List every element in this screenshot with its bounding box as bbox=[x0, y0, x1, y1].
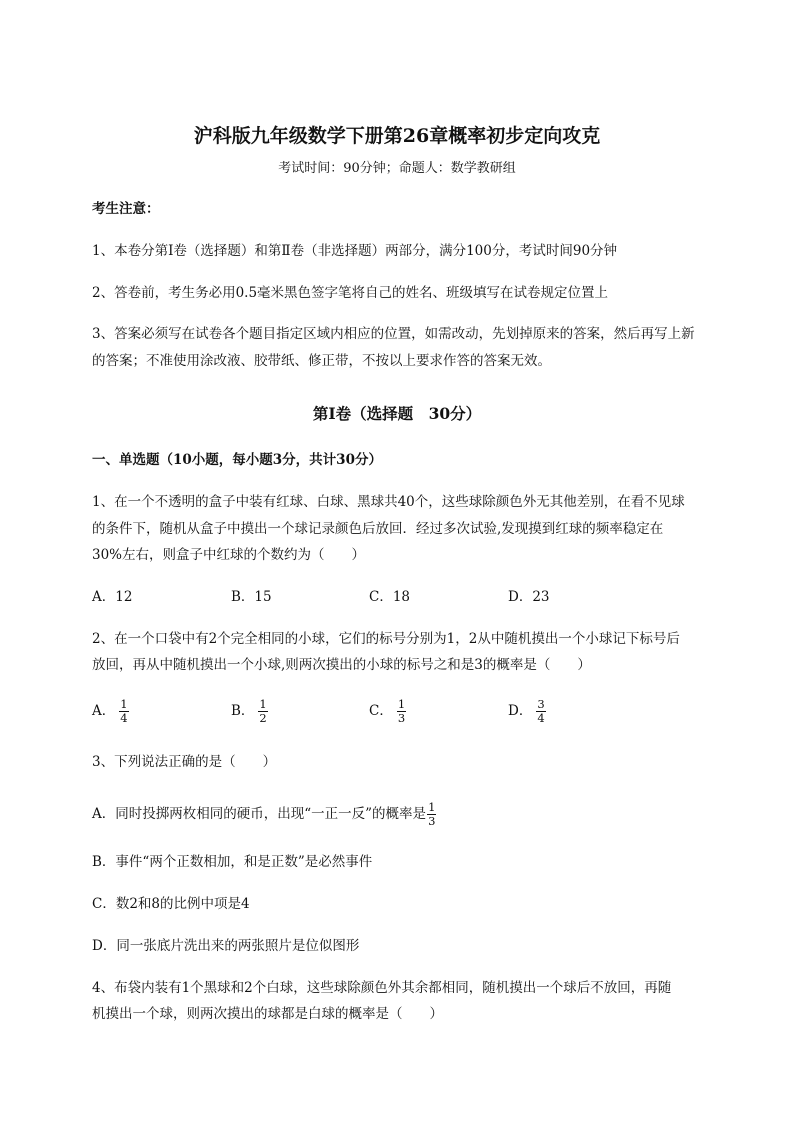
numerator: 1 bbox=[259, 697, 267, 711]
numerator: 1 bbox=[428, 800, 436, 814]
q1-line-2: 的条件下，随机从盒子中摸出一个球记录颜色后放回．经过多次试验,发现摸到红球的频率稳定在 bbox=[92, 521, 664, 537]
fraction bbox=[258, 698, 267, 725]
q1-option-a: A．12 bbox=[92, 589, 133, 605]
denominator: 4 bbox=[537, 711, 545, 725]
numerator: 1 bbox=[397, 697, 406, 711]
q3-option-a bbox=[92, 801, 436, 828]
fraction bbox=[536, 698, 545, 725]
q2-option-c bbox=[369, 698, 406, 725]
option-label: D． bbox=[508, 703, 533, 719]
option-label: C． bbox=[369, 703, 393, 719]
option-text: A．同时投掷两枚相同的硬币，出现“一正一反”的概率是 bbox=[92, 806, 427, 822]
q2-option-d bbox=[508, 698, 546, 725]
fraction bbox=[427, 801, 436, 828]
notice-item-2: 2、答卷前，考生务必用0.5毫米黑色签字笔将自己的姓名、班级填写在试卷规定位置上 bbox=[92, 285, 609, 301]
numerator: 1 bbox=[120, 697, 128, 711]
q3-option-c: C．数2和8的比例中项是4 bbox=[92, 896, 250, 912]
notice-item-1: 1、本卷分第I卷（选择题）和第Ⅱ卷（非选择题）两部分，满分100分，考试时间90分钟 bbox=[92, 243, 618, 259]
denominator: 3 bbox=[428, 814, 436, 828]
denominator: 3 bbox=[397, 711, 406, 725]
q1-line-3: 30%左右，则盒子中红球的个数约为（ ） bbox=[92, 547, 366, 563]
q2-line-1: 2、在一个口袋中有2个完全相同的小球，它们的标号分别为1，2从中随机摸出一个小球记下标号后 bbox=[92, 631, 680, 647]
notice-heading: 考生注意： bbox=[92, 201, 160, 217]
q2-option-b bbox=[231, 698, 268, 725]
q4-line-2: 机摸出一个球，则两次摸出的球都是白球的概率是（ ） bbox=[92, 1006, 443, 1022]
exam-info: 考试时间：90分钟；命题人：数学教研组 bbox=[278, 161, 516, 176]
denominator: 4 bbox=[120, 711, 128, 725]
notice-item-3-cont: 的答案；不准使用涂改液、胶带纸、修正带，不按以上要求作答的答案无效。 bbox=[92, 353, 551, 369]
q1-option-b: B．15 bbox=[231, 589, 272, 605]
notice-item-3: 3、答案必须写在试卷各个题目指定区域内相应的位置，如需改动，先划掉原来的答案，然后再写上新 bbox=[92, 326, 695, 342]
q3-stem: 3、下列说法正确的是（ ） bbox=[92, 754, 277, 770]
option-label: A． bbox=[92, 703, 116, 719]
section-title: 第I卷（选择题 30分） bbox=[312, 404, 482, 423]
denominator: 2 bbox=[259, 711, 267, 725]
q3-option-b: B．事件“两个正数相加，和是正数”是必然事件 bbox=[92, 854, 373, 870]
page-title: 沪科版九年级数学下册第26章概率初步定向攻克 bbox=[193, 125, 601, 147]
fraction bbox=[397, 698, 406, 725]
numerator: 3 bbox=[537, 697, 545, 711]
q1-option-c: C．18 bbox=[369, 589, 411, 605]
part-title: 一、单选题（10小题，每小题3分，共计30分） bbox=[92, 452, 382, 468]
fraction bbox=[119, 698, 128, 725]
q1-option-d: D．23 bbox=[508, 589, 550, 605]
option-label: B． bbox=[231, 703, 255, 719]
q4-line-1: 4、布袋内装有1个黑球和2个白球，这些球除颜色外其余都相同，随机摸出一个球后不放回，再随 bbox=[92, 980, 672, 996]
q2-line-2: 放回，再从中随机摸出一个小球,则两次摸出的小球的标号之和是3的概率是（ ） bbox=[92, 657, 591, 673]
q1-line-1: 1、在一个不透明的盒子中装有红球、白球、黑球共40个，这些球除颜色外无其他差别，在看不见球 bbox=[92, 494, 685, 510]
q2-option-a bbox=[92, 698, 129, 725]
q3-option-d: D．同一张底片洗出来的两张照片是位似图形 bbox=[92, 938, 360, 954]
